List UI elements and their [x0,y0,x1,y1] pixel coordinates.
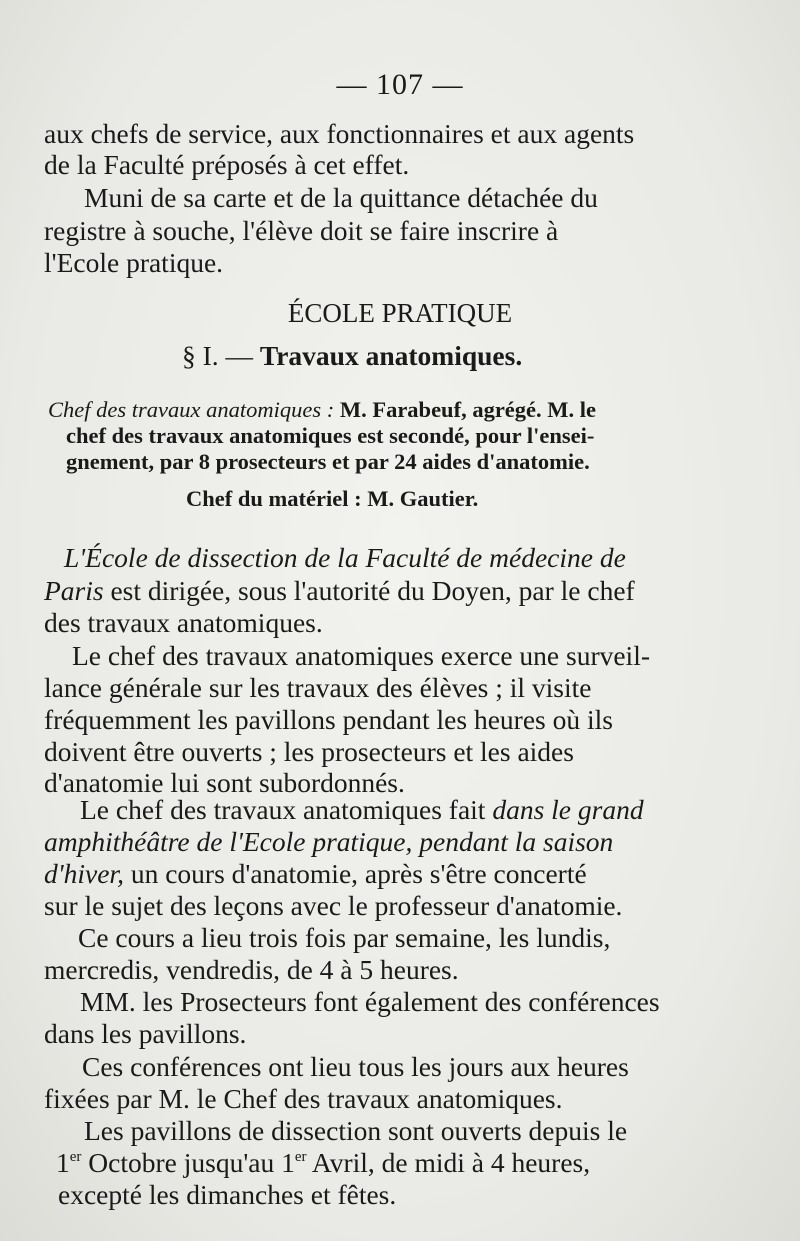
paragraph-line [44,576,635,606]
paragraph-line [56,1148,590,1178]
paragraph-line: fixées par M. le Chef des travaux anatomiques. [44,1083,563,1114]
paragraph-line: mercredis, vendredis, de 4 à 5 heures. [44,954,459,985]
paragraph-line: excepté les dimanches et fêtes. [58,1179,397,1210]
ordinal-suffix: er [294,1149,307,1165]
paragraph-line: aux chefs de service, aux fonctionnaires et aux agents [44,118,635,149]
paragraph-line: Les pavillons de dissection sont ouverts depuis le [84,1115,628,1146]
staff-line: gnement, par 8 prosecteurs et par 24 aides d'anatomie. [66,449,590,474]
section-title: ÉCOLE PRATIQUE [287,298,513,328]
staff-line [48,397,596,423]
paragraph-line: Le chef des travaux anatomiques exerce une surveil- [72,640,650,671]
page-number: — 107 — [336,68,464,101]
paragraph-line: Muni de sa carte et de la quittance détachée du [84,182,598,213]
paragraph-line: lance générale sur les travaux des élèves ; il visite [44,672,592,703]
italic-text: dans le grand [492,794,644,825]
paragraph-line: l'Ecole pratique. [44,247,224,278]
staff-line: chef des travaux anatomiques est secondé, pour l'ensei- [66,423,595,448]
subsection-title: Travaux anatomiques. [259,340,523,371]
text: Avril, de midi à 4 heures, [311,1147,591,1178]
paragraph-line: Ces conférences ont lieu tous les jours aux heures [82,1051,629,1082]
paragraph-line: doivent être ouverts ; les prosecteurs et les aides [44,736,574,767]
italic-text: d'hiver, [44,858,124,889]
text: est dirigée, sous l'autorité du Doyen, par le chef [110,575,635,606]
paragraph-line: registre à souche, l'élève doit se faire inscrire à [44,215,559,246]
text: Octobre jusqu'au [88,1147,275,1178]
italic-text: Paris [44,575,104,606]
paragraph-line: MM. les Prosecteurs font également des conférences [80,986,660,1017]
paragraph-line [80,795,644,825]
paragraph-line: fréquemment les pavillons pendant les heures où ils [44,704,613,735]
text: Le chef des travaux anatomiques fait [80,794,486,825]
chef-label: Chef des travaux anatomiques : [48,397,335,422]
subsection-marker: § I. — [182,340,254,371]
ordinal-suffix: er [69,1149,82,1165]
paragraph-line: dans les pavillons. [44,1018,247,1049]
paragraph-line: amphithéâtre de l'Ecole pratique, pendant la saison [44,826,614,857]
subsection-heading [182,341,522,371]
materiel-line: Chef du matériel : M. Gautier. [186,486,479,511]
paragraph-line: d'anatomie lui sont subordonnés. [44,767,405,798]
paragraph-line [44,859,587,889]
text: un cours d'anatomie, après s'être concerté [130,858,587,889]
date-number: 1 [56,1147,70,1178]
paragraph-line: sur le sujet des leçons avec le professeur d'anatomie. [44,890,623,921]
paragraph-line: Ce cours a lieu trois fois par semaine, les lundis, [78,922,611,953]
paragraph-line: des travaux anatomiques. [44,607,323,638]
date-number: 1 [281,1147,295,1178]
chef-name: M. Farabeuf, agrégé. M. le [339,397,597,422]
paragraph-line: de la Faculté préposés à cet effet. [44,149,410,180]
paragraph-line: L'École de dissection de la Faculté de médecine de [64,542,626,573]
